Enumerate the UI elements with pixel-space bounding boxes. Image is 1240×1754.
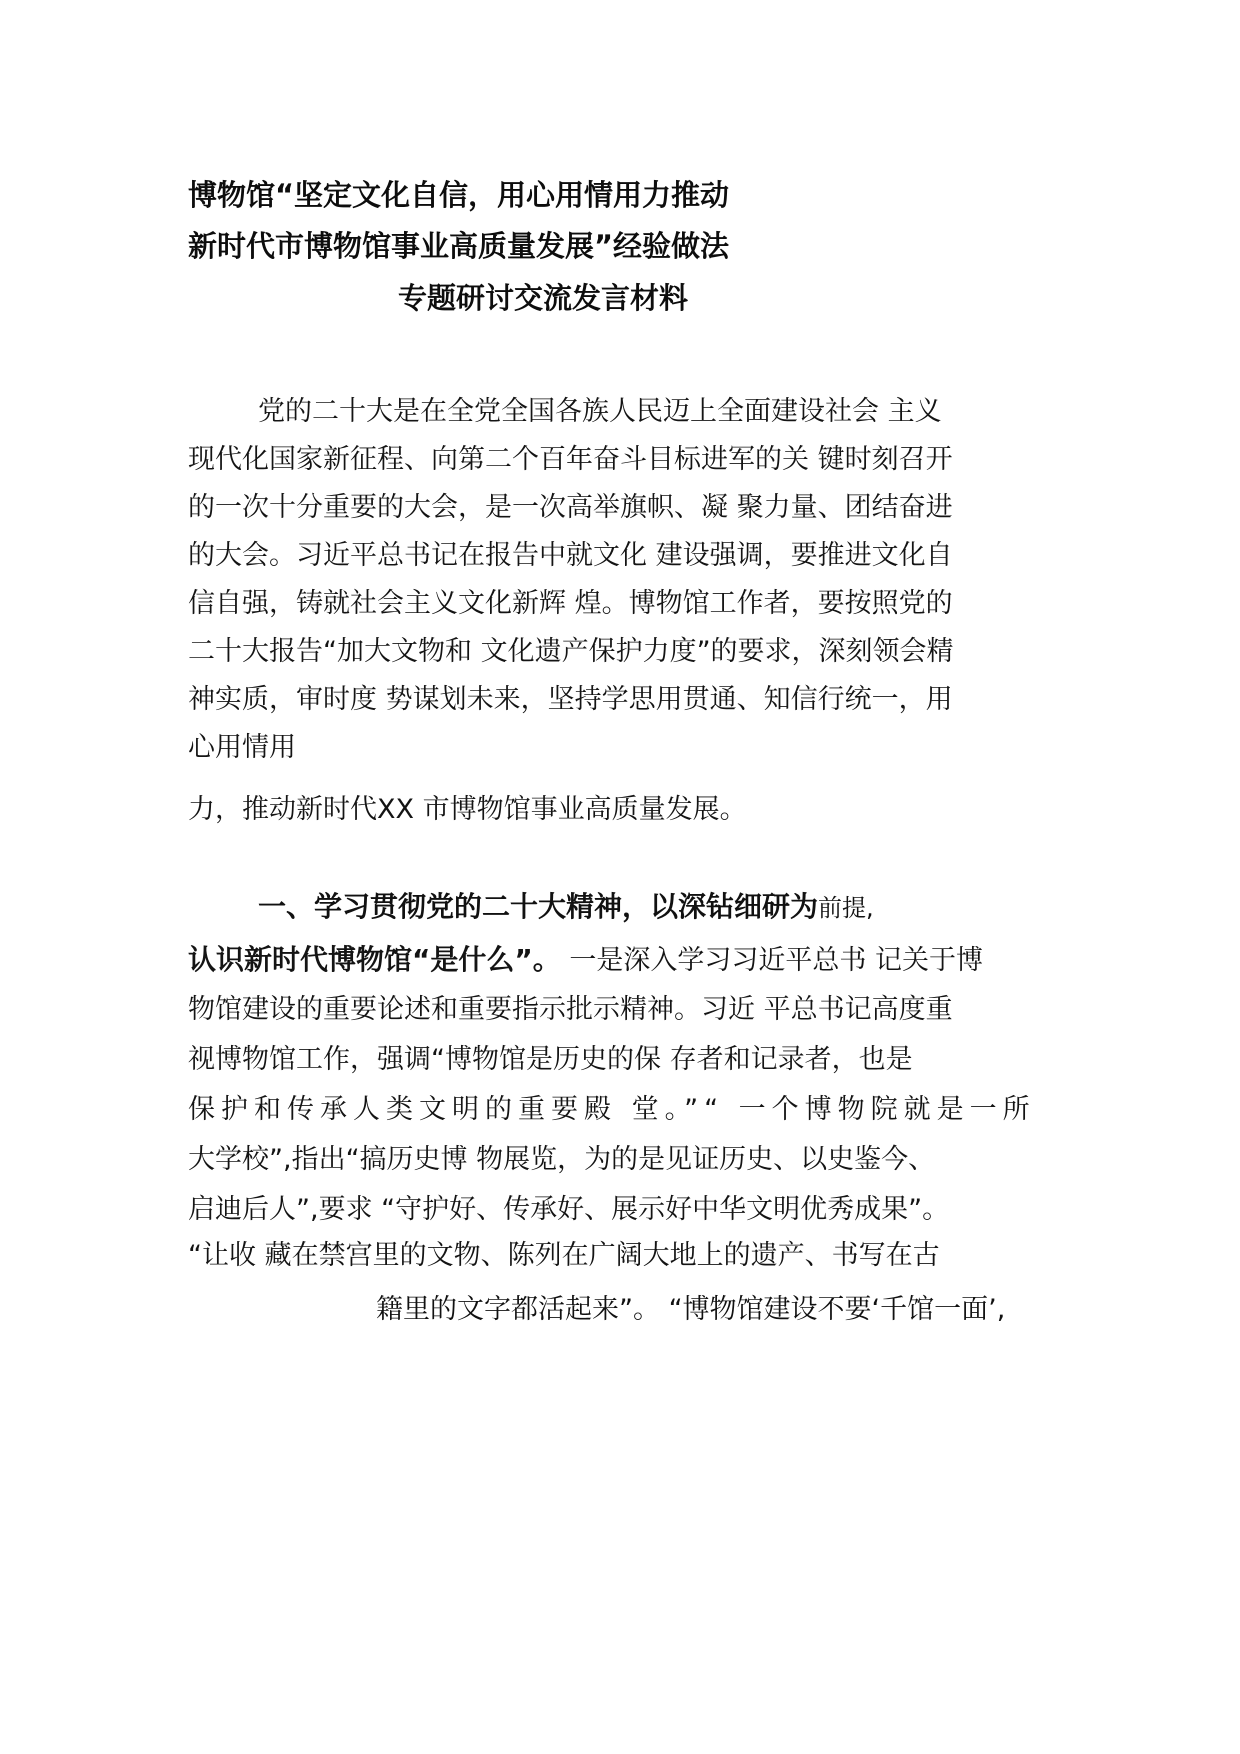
section-1-heading-bold: 一、学习贯彻党的二十大精神，以深钻细研为: [258, 890, 819, 923]
intro-paragraph-line: 二十大报告“加大文物和 文化遗产保护力度”的要求，深刻领会精: [188, 636, 954, 667]
intro-paragraph-tail: 力，推动新时代XX 市博物馆事业高质量发展。: [188, 794, 747, 825]
section-1-paragraph-line: 视博物馆工作，强调“博物馆是历史的保 存者和记录者，也是: [188, 1044, 913, 1075]
section-1-heading-tail: 前提,: [818, 894, 874, 922]
document-title-line-3: 专题研讨交流发言材料: [398, 281, 689, 315]
document-title-line-2: 新时代市博物馆事业高质量发展”经验做法: [188, 229, 730, 263]
section-1-subheading-line: [188, 940, 983, 981]
intro-paragraph-line: 心用情用: [188, 732, 296, 763]
intro-paragraph-line: 现代化国家新征程、向第二个百年奋斗目标进军的关 键时刻召开: [188, 444, 953, 475]
section-1-paragraph-line: 保护和传承人类文明的重要殿 堂。”“ 一个博物院就是一所: [188, 1094, 1036, 1125]
section-1-heading: [258, 887, 874, 928]
section-1-paragraph-line: 大学校”,指出“搞历史博 物展览，为的是见证历史、以史鉴今、: [188, 1144, 936, 1175]
section-1-subheading: 认识新时代博物馆“是什么”。: [188, 943, 561, 976]
intro-paragraph-line: 的一次十分重要的大会，是一次高举旗帜、凝 聚力量、团结奋进: [188, 492, 953, 523]
intro-paragraph-line: 神实质，审时度 势谋划未来，坚持学思用贯通、知信行统一，用: [188, 684, 953, 715]
section-1-paragraph-line: “让收 藏在禁宫里的文物、陈列在广阔大地上的遗产、书写在古: [188, 1240, 940, 1271]
document-title-line-1: 博物馆“坚定文化自信，用心用情用力推动: [188, 178, 730, 212]
intro-paragraph-line: 的大会。习近平总书记在报告中就文化 建设强调，要推进文化自: [188, 540, 953, 571]
section-1-paragraph-line: 物馆建设的重要论述和重要指示批示精神。习近 平总书记高度重: [188, 994, 953, 1025]
section-1-paragraph-line: 启迪后人”,要求 “守护好、传承好、展示好中华文明优秀成果”。: [188, 1194, 950, 1225]
section-1-line-text: 一是深入学习习近平总书 记关于博: [560, 945, 983, 976]
section-1-last-line: 籍里的文字都活起来”。 “博物馆建设不要‘千馆一面’,: [376, 1294, 1006, 1325]
intro-paragraph-line: 信自强，铸就社会主义文化新辉 煌。博物馆工作者，要按照党的: [188, 588, 953, 619]
intro-paragraph-line: 党的二十大是在全党全国各族人民迈上全面建设社会 主义: [258, 396, 942, 427]
